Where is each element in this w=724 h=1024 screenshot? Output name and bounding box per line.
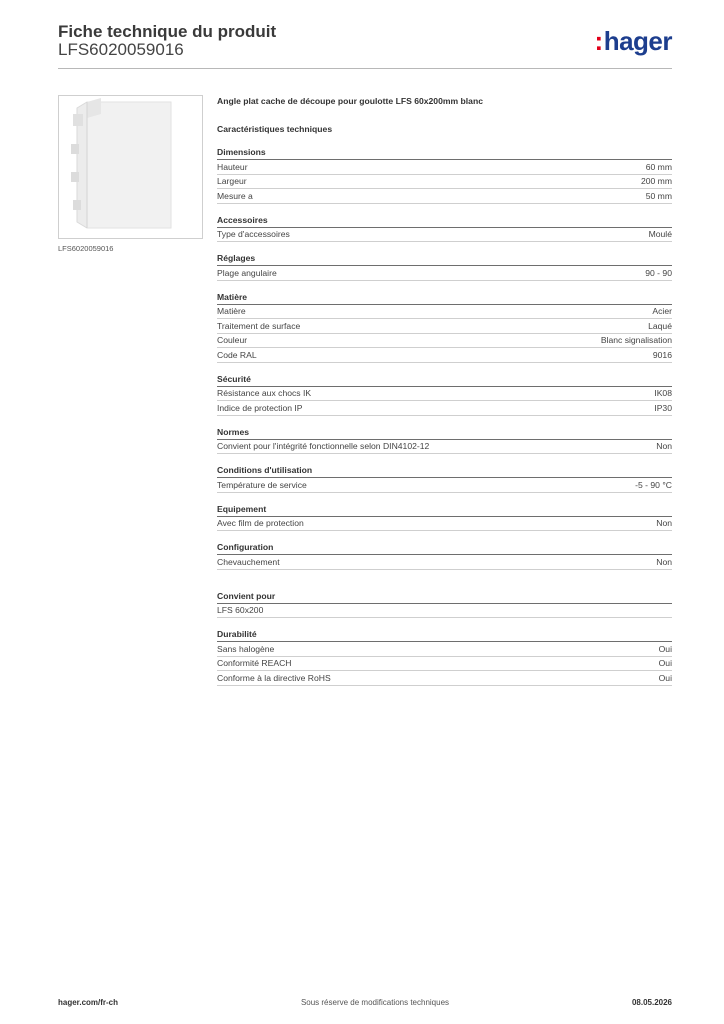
spec-value: 60 mm xyxy=(645,161,672,172)
spec-label: Hauteur xyxy=(217,161,248,172)
footer-date: 08.05.2026 xyxy=(631,998,672,1007)
spec-label: Indice de protection IP xyxy=(217,402,303,413)
spec-value: Acier xyxy=(652,306,672,317)
spec-sections xyxy=(217,146,672,686)
spec-label: Chevauchement xyxy=(217,556,280,567)
spec-section xyxy=(217,590,672,619)
spec-row xyxy=(217,175,672,190)
spec-label: Code RAL xyxy=(217,349,257,360)
spec-section xyxy=(217,373,672,416)
spec-section xyxy=(217,146,672,204)
spec-section xyxy=(217,426,672,455)
spec-row xyxy=(217,401,672,416)
page-title: Fiche technique du produit xyxy=(58,22,277,41)
spec-label: Plage angulaire xyxy=(217,267,277,278)
spec-row xyxy=(217,387,672,402)
footer-website: hager.com/fr-ch xyxy=(58,998,119,1007)
spec-row xyxy=(217,228,672,243)
product-photo-cover-icon xyxy=(59,96,202,238)
spec-value: Moulé xyxy=(648,229,672,240)
spec-section xyxy=(217,541,672,570)
spec-section xyxy=(217,291,672,363)
product-reference: LFS6020059016 xyxy=(58,40,184,59)
spec-value: Blanc signalisation xyxy=(600,335,672,346)
section-title: Normes xyxy=(217,426,672,440)
spec-label: Conformité REACH xyxy=(217,658,292,669)
spec-sheet xyxy=(217,95,672,696)
spec-value: Oui xyxy=(658,672,672,683)
spec-label: Résistance aux chocs IK xyxy=(217,388,312,399)
spec-label: Couleur xyxy=(217,335,248,346)
spec-row xyxy=(217,604,672,619)
spec-heading: Caractéristiques techniques xyxy=(217,124,333,134)
image-caption: LFS6020059016 xyxy=(58,244,114,253)
spec-section xyxy=(217,503,672,532)
spec-row xyxy=(217,642,672,657)
spec-row xyxy=(217,517,672,532)
spec-row xyxy=(217,657,672,672)
spec-value: 90 - 90 xyxy=(645,267,672,278)
footer xyxy=(58,998,672,1007)
spec-row xyxy=(217,348,672,363)
spec-value: Non xyxy=(656,556,672,567)
section-title: Dimensions xyxy=(217,146,672,160)
section-title: Sécurité xyxy=(217,373,672,387)
spec-value: Oui xyxy=(658,643,672,654)
section-title: Accessoires xyxy=(217,214,672,228)
spec-label: Matière xyxy=(217,306,246,317)
spec-row xyxy=(217,305,672,320)
spec-section xyxy=(217,628,672,686)
section-title: Réglages xyxy=(217,252,672,266)
spec-label: Sans halogène xyxy=(217,643,275,654)
spec-row xyxy=(217,319,672,334)
spec-value: IK08 xyxy=(654,388,672,399)
logo-colon-icon: : xyxy=(594,26,603,56)
spec-label: Température de service xyxy=(217,479,307,490)
spec-label: Conforme à la directive RoHS xyxy=(217,672,331,683)
spec-row xyxy=(217,189,672,204)
spec-value: Non xyxy=(656,441,672,452)
spec-label: Avec film de protection xyxy=(217,518,304,529)
spec-value: -5 - 90 °C xyxy=(635,479,672,490)
spec-value: 50 mm xyxy=(645,190,672,201)
spec-label: Largeur xyxy=(217,176,247,187)
section-title: Configuration xyxy=(217,541,672,555)
header-divider xyxy=(58,68,672,69)
logo-text: hager xyxy=(603,26,672,56)
spec-row xyxy=(217,478,672,493)
spec-value: IP30 xyxy=(654,402,672,413)
spec-label: LFS 60x200 xyxy=(217,605,264,616)
spec-value: Oui xyxy=(658,658,672,669)
spec-value: 9016 xyxy=(652,349,672,360)
spec-row xyxy=(217,671,672,686)
spec-row xyxy=(217,334,672,349)
spec-label: Mesure a xyxy=(217,190,253,201)
spec-row xyxy=(217,160,672,175)
footer-disclaimer: Sous réserve de modifications techniques xyxy=(300,998,450,1007)
hager-logo xyxy=(595,26,672,56)
product-image xyxy=(58,95,203,239)
spec-value: 200 mm xyxy=(640,176,672,187)
spec-section xyxy=(217,464,672,493)
spec-row xyxy=(217,555,672,570)
section-title: Equipement xyxy=(217,503,672,517)
spec-label: Type d'accessoires xyxy=(217,229,290,240)
spec-label: Convient pour l'intégrité fonctionnelle selon DIN4102-12 xyxy=(217,441,430,452)
section-title: Conditions d'utilisation xyxy=(217,464,672,478)
spec-row xyxy=(217,266,672,281)
section-title: Convient pour xyxy=(217,590,672,604)
product-description: Angle plat cache de découpe pour goulotte LFS 60x200mm blanc xyxy=(217,96,483,106)
spec-value: Laqué xyxy=(648,320,672,331)
spec-label: Traitement de surface xyxy=(217,320,301,331)
spec-value: Non xyxy=(656,518,672,529)
section-title: Durabilité xyxy=(217,628,672,642)
spec-section xyxy=(217,214,672,243)
section-title: Matière xyxy=(217,291,672,305)
spec-row xyxy=(217,440,672,455)
spec-section xyxy=(217,252,672,281)
